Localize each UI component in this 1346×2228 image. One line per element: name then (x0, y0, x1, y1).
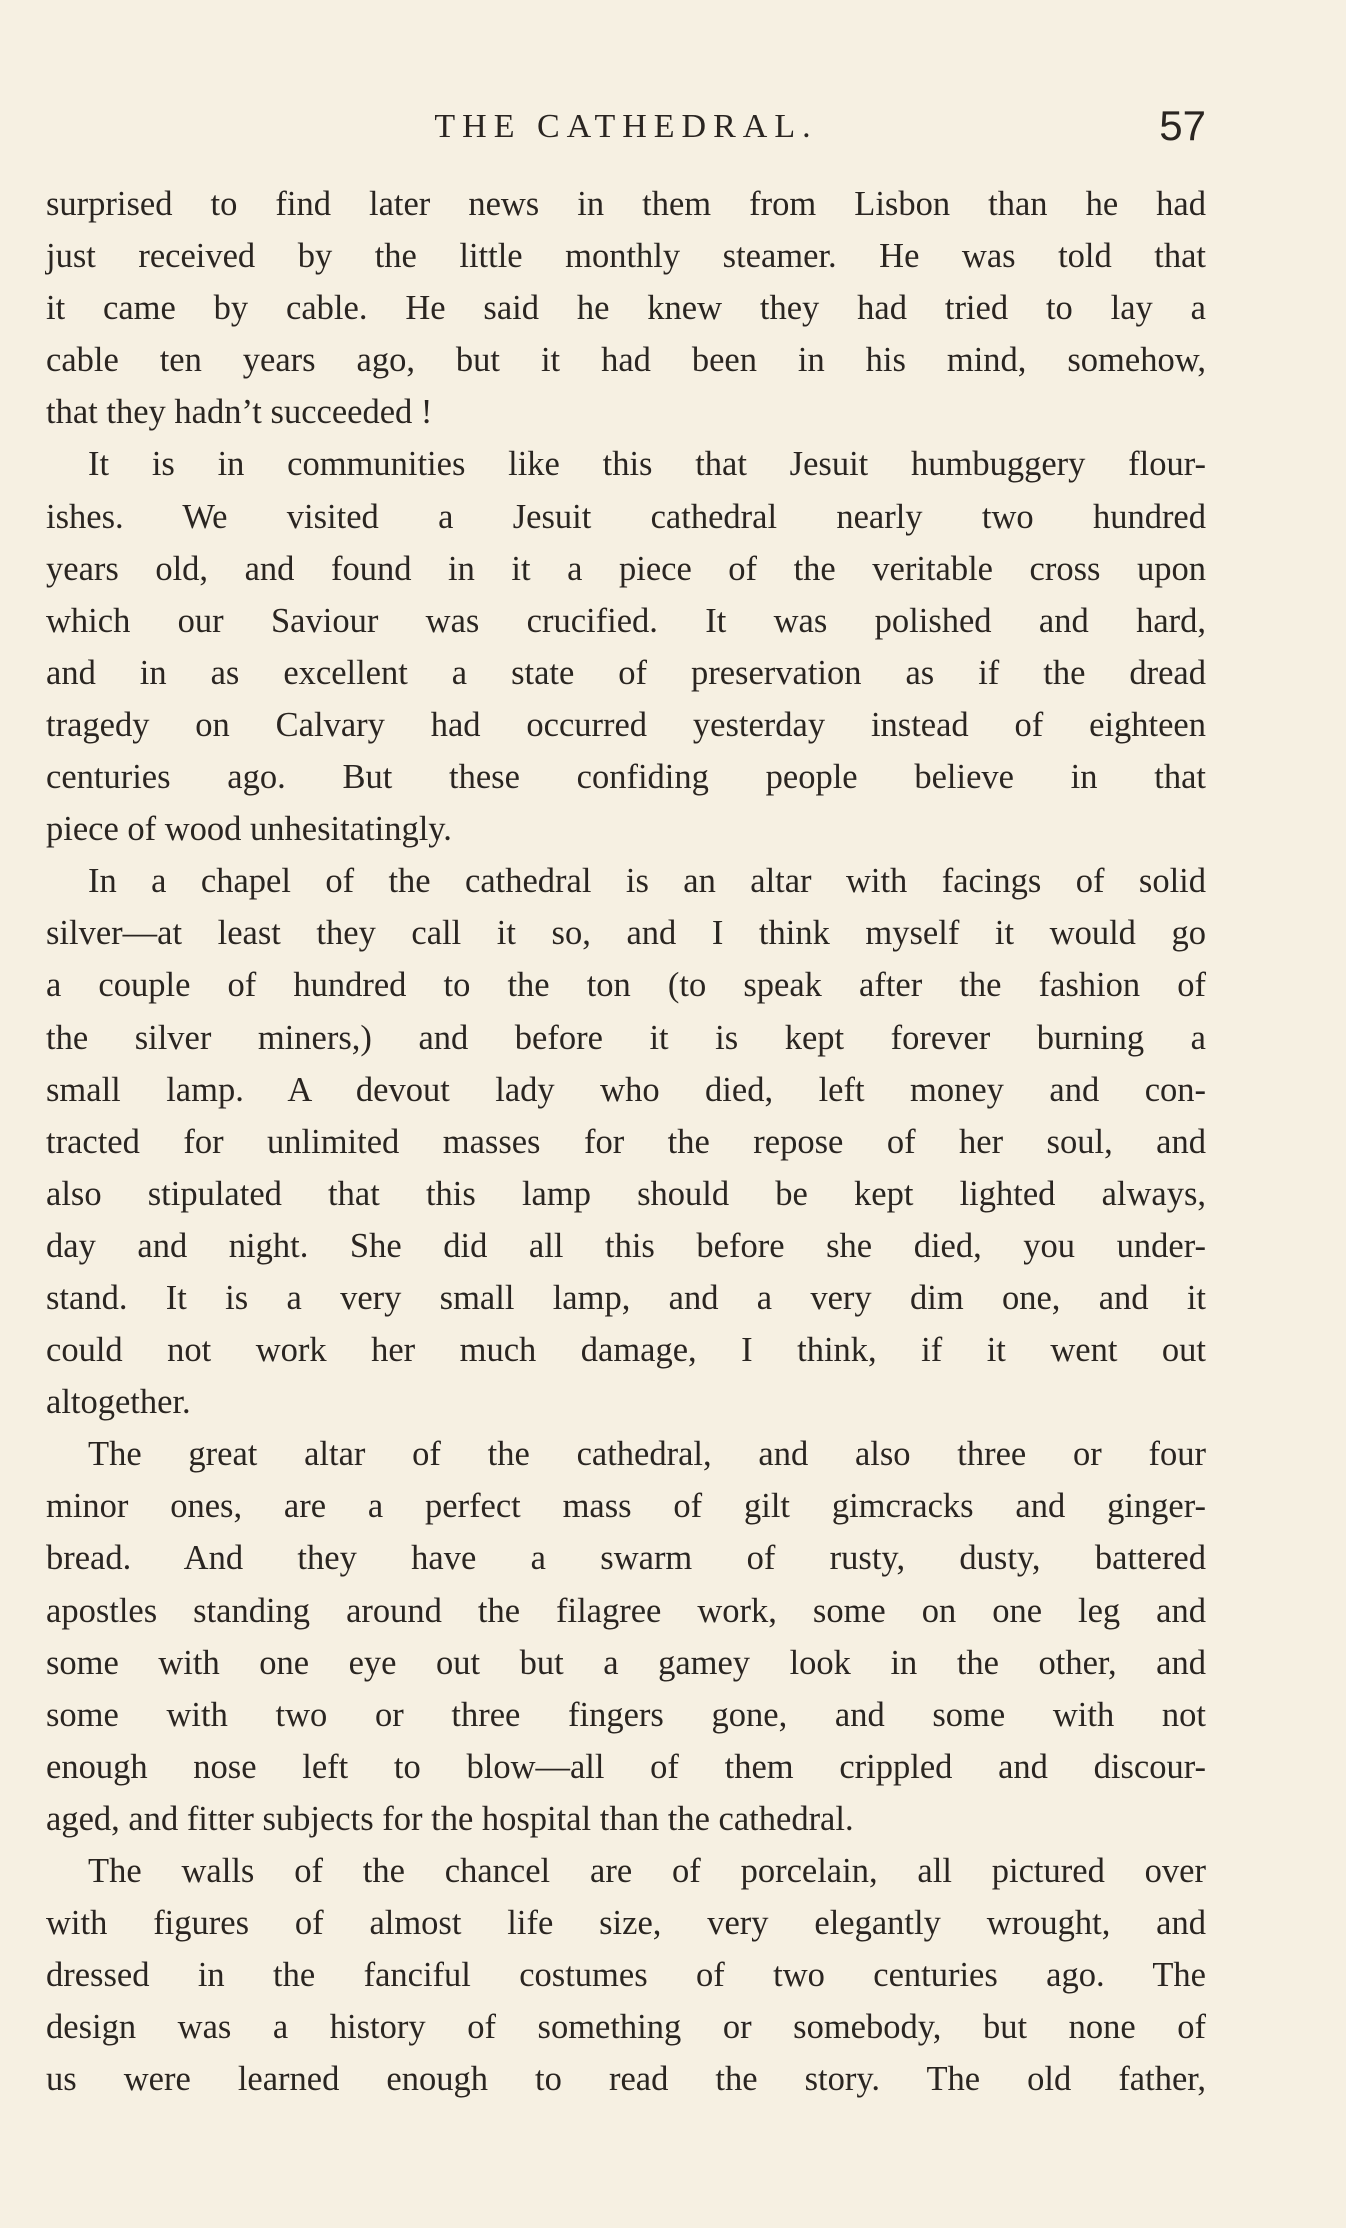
text-line: us were learned enough to read the story. The old father, (46, 2060, 1206, 2099)
text-line: cable ten years ago, but it had been in his mind, somehow, (46, 341, 1206, 380)
text-line: design was a history of something or somebody, but none of (46, 2008, 1206, 2047)
text-line: The great altar of the cathedral, and also three or four (88, 1435, 1206, 1474)
text-line: surprised to find later news in them from Lisbon than he had (46, 185, 1206, 223)
text-line: just received by the little monthly steamer. He was told that (46, 237, 1206, 276)
text-line: apostles standing around the filagree work, some on one leg and (46, 1591, 1206, 1630)
text-line: also stipulated that this lamp should be kept lighted always, (46, 1174, 1206, 1213)
text-line: In a chapel of the cathedral is an altar with facings of solid (88, 862, 1206, 901)
text-line: with figures of almost life size, very elegantly wrought, and (46, 1904, 1206, 1943)
text-line: minor ones, are a perfect mass of gilt gimcracks and ginger- (46, 1487, 1206, 1526)
text-line: aged, and fitter subjects for the hospital than the cathedral. (46, 1799, 854, 1838)
text-line: and in as excellent a state of preservation as if the dread (46, 653, 1206, 692)
text-line: day and night. She did all this before she died, you under- (46, 1226, 1206, 1265)
page-number: 57 (1159, 102, 1206, 149)
text-line: centuries ago. But these confiding people believe in that (46, 758, 1206, 797)
text-line: stand. It is a very small lamp, and a very dim one, and it (46, 1278, 1206, 1317)
text-line: tragedy on Calvary had occurred yesterday instead of eighteen (46, 705, 1206, 744)
text-line: some with one eye out but a gamey look in the other, and (46, 1643, 1206, 1682)
text-line: it came by cable. He said he knew they had tried to lay a (46, 289, 1206, 328)
text-line: could not work her much damage, I think, if it went out (46, 1331, 1206, 1370)
text-line: dressed in the fanciful costumes of two centuries ago. The (46, 1956, 1206, 1995)
text-line: some with two or three fingers gone, and some with not (46, 1695, 1206, 1734)
text-line: years old, and found in it a piece of the veritable cross upon (46, 549, 1206, 588)
page-header (46, 102, 1206, 149)
text-line: It is in communities like this that Jesuit humbuggery flour- (88, 445, 1206, 484)
text-line: a couple of hundred to the ton (to speak after the fashion of (46, 966, 1206, 1005)
body-text (46, 178, 1206, 2105)
text-line: silver—at least they call it so, and I think myself it would go (46, 914, 1206, 953)
text-line: The walls of the chancel are of porcelain, all pictured over (88, 1852, 1206, 1890)
text-line: altogether. (46, 1383, 191, 1422)
text-line: small lamp. A devout lady who died, left money and con- (46, 1070, 1206, 1109)
text-line: bread. And they have a swarm of rusty, dusty, battered (46, 1539, 1206, 1578)
text-line: which our Saviour was crucified. It was polished and hard, (46, 601, 1206, 640)
text-line: tracted for unlimited masses for the repose of her soul, and (46, 1122, 1206, 1161)
text-line: ishes. We visited a Jesuit cathedral nearly two hundred (46, 497, 1206, 536)
running-title: THE CATHEDRAL. (434, 108, 818, 145)
text-line: enough nose left to blow—all of them crippled and discour- (46, 1747, 1206, 1786)
text-line: that they hadn’t succeeded ! (46, 393, 433, 432)
text-line: piece of wood unhesitatingly. (46, 810, 452, 849)
text-line: the silver miners,) and before it is kept forever burning a (46, 1018, 1206, 1057)
